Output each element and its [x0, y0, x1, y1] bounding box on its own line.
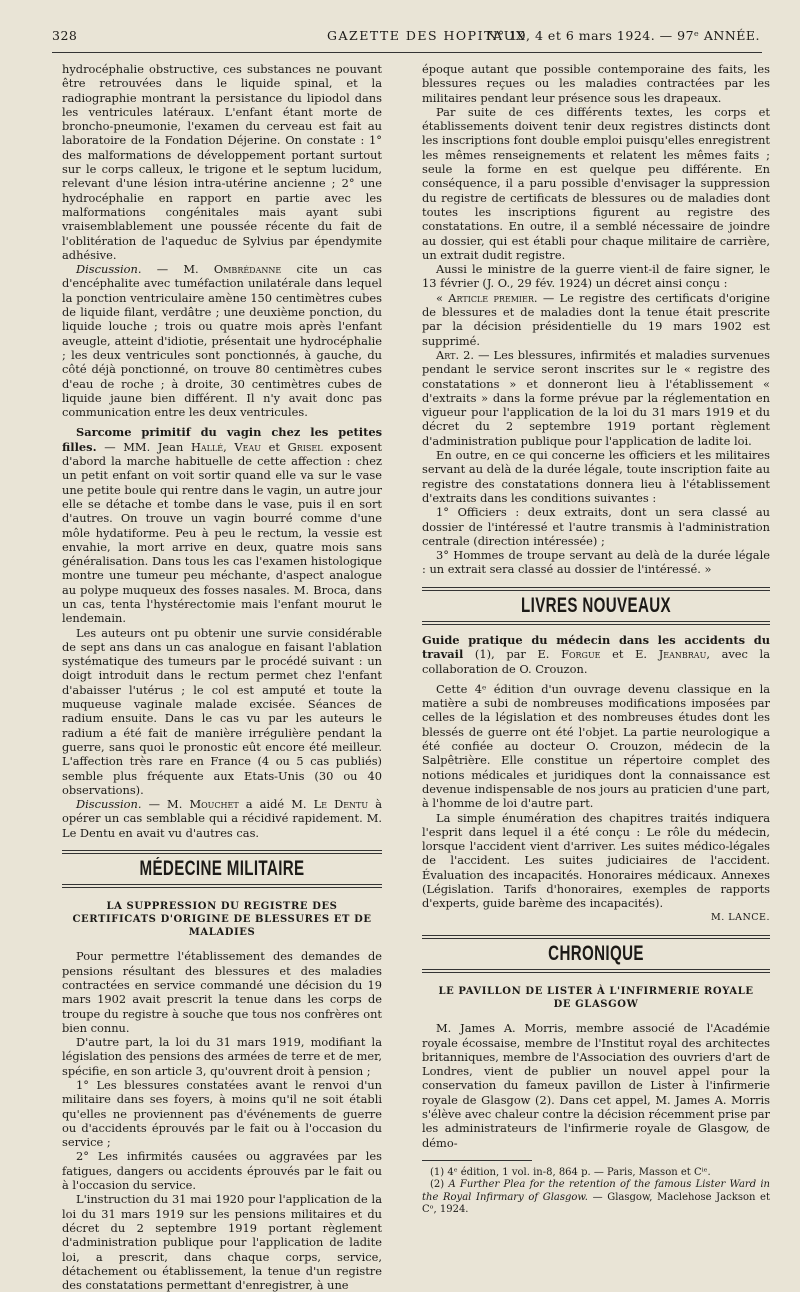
discussion-label: Discussion. — [76, 797, 142, 812]
text-span: cite un cas d'encéphalite avec tuméfaction unilatérale dans lequel la ponction ventriculaire amène 150 centimètres cubes de liquide filant, verdâtre ; une deuxième ponction, du liquide louche ; trois ou quatre mois après l'enfant aveugle, atteint d'idiotie, présentait une hydrocéphalie ; les deux ventricules sont ponctionnés, à gauche, du côté déjà ponctionné, on trouve 80 centimètres cubes d'eau de roche ; à droite, 30 centimètres cubes de liquide jaune bien différent. Il n'y avait donc pas communication entre les deux ventricules. — [62, 262, 382, 420]
paragraph: M. James A. Morris, membre associé de l'Académie royale écossaise, membre de l'Institut royal des architectes britanniques, membre de l'Association des ouvriers d'art de Londres, vient de publier un nouvel appel pour la conservation du fameux pavillon de Lister à l'infirmerie royale de Glasgow (2). Dans cet appel, M. James A. Morris s'élève avec chaleur contre la décision récemment prise par les administrateurs de l'infirmerie royale de Glasgow, de démo- — [422, 1021, 770, 1150]
text-span: a aidé M. — [238, 797, 314, 812]
paragraph: Les auteurs ont pu obtenir une survie considérable de sept ans dans un cas analogue en faisant l'ablation systématique des tumeurs par le procédé suivant : un doigt introduit dans le rectum permet chez l'enfant d'abaisser l'utérus ; le col est amputé et toute la muqueuse vaginale malade excisée. Séances de radium ensuite. Dans le cas vu par les auteurs le radium a été fait de manière irrégulière pendant la guerre, sans quoi le pronostic eût encore été meilleur. L'affection très rare en France (4 ou 5 cas publiés) semble plus fréquente aux Etats-Unis (30 ou 40 observations). — [62, 625, 382, 797]
review-signature: M. LANCE. — [711, 911, 770, 923]
paragraph: Par suite de ces différents textes, les corps et établissements doivent tenir deux registres distincts dont les inscriptions font double emploi puisqu'elles enregistrent les mêmes renseignements et relatent les mêmes faits ; seule la forme en est quelque peu différente. En conséquence, il a paru possible d'envisager la suppression du registre de certificats de blessures ou de maladies dont toutes les inscriptions figurent au registre des constatations. En outre, il a semblé nécessaire de joindre au dossier, qui est établi pour chaque militaire de carrière, un extrait dudit registre. — [422, 104, 770, 262]
double-rule — [62, 884, 382, 888]
author-name: Veau — [234, 439, 261, 454]
text-span: — M. — [141, 797, 190, 812]
paragraph: Aussi le ministre de la guerre vient-il de faire signer, le 13 février (J. O., 29 fév. 1924) un décret ainsi conçu : — [422, 262, 770, 291]
section-header-books — [422, 587, 770, 625]
paragraph: Pour permettre l'établissement des demandes de pensions résultant des blessures et des maladies contractées en service commandé une décision du 19 mars 1902 avait prescrit la tenue dans les corps de troupe du registre à souche que tous nos confrères ont bien connu. — [62, 949, 382, 1035]
article-subtitle: LE PAVILLON DE LISTER À L'INFIRMERIE ROYALE DE GLASGOW — [438, 986, 754, 1011]
footnote-title: A Further Plea for the retention of the famous Lister Ward in the Royal Infirmary of Glasgow. — [422, 1179, 770, 1203]
book-entry — [422, 633, 770, 676]
text-span: et — [261, 439, 288, 454]
article-subtitle: LA SUPPRESSION DU REGISTRE DES CERTIFICATS D'ORIGINE DE BLESSURES ET DE MALADIES — [72, 901, 372, 939]
footnote — [422, 1179, 770, 1217]
paragraph: 2° Les infirmités causées ou aggravées par les fatigues, dangers ou accidents éprouvés par le fait ou à l'occasion du service. — [62, 1149, 382, 1193]
section-title: CHRONIQUE — [548, 941, 644, 965]
paragraph: Cette 4ᵉ édition d'un ouvrage devenu classique en la matière a subi de nombreuses modifications imposées par celles de la législation et des nombreuses études dont les blessés de guerre ont été l'objet. La partie neurologique a été confiée au docteur O. Crouzon, médecin de la Salpêtrière. Elle constitue un répertoire complet des notions médicales et juridiques dont la connaissance est devenue indispensable de nos jours au praticien d'une part, à l'homme de loi d'autre part. — [422, 681, 770, 811]
article-label: « Article premier. — [436, 290, 538, 305]
paragraph: D'autre part, la loi du 31 mars 1919, modifiant la législation des pensions des armées de terre et de mer, spécifie, en son article 3, qu'ouvrent droit à pension ; — [62, 1035, 382, 1078]
discussion-label: Discussion. — [76, 262, 142, 277]
right-column — [422, 62, 770, 1217]
article-paragraph — [62, 425, 382, 625]
text-span: — Glasgow, Maclehose Jackson et Cᵒ, 1924. — [422, 1191, 770, 1216]
section-title: MÉDECINE MILITAIRE — [139, 857, 305, 881]
running-header — [52, 28, 760, 50]
article-heading: Sarcome primitif du vagin chez les petites filles. — [62, 425, 382, 454]
decree-article — [422, 348, 770, 448]
text-span: par E. — [494, 647, 562, 662]
paragraph: La simple énumération des chapitres traités indiquera l'esprit dans lequel il a été conçu : Le rôle du médecin, lorsque l'accident vient d'arriver. Les suites médico-légales de l'accident. Les suites judiciaires de l'accident. Évaluation des incapacités. Honoraires médicaux. Annexes (Législation. Tarifs d'honoraires, exemples de rapports d'experts, guide barème des incapacités). — [422, 810, 770, 911]
text-span: et E. — [600, 647, 659, 662]
paragraph: 1° Les blessures constatées avant le renvoi d'un militaire dans ses foyers, à moins qu'il ne soit établi qu'elles ne proviennent pas d'événements de guerre ou d'accidents éprouvés par le fait ou à l'occasion du service ; — [62, 1078, 382, 1150]
book-title: Guide pratique du médecin dans les accidents du travail — [422, 632, 770, 662]
paragraph: 3° Hommes de troupe servant au delà de la durée légale : un extrait sera classé au dossier de l'intéressé. » — [422, 548, 770, 577]
double-rule — [422, 621, 770, 625]
author-name: Hallé — [190, 439, 224, 454]
author-name: Forgue — [561, 647, 601, 662]
footnote: (1) 4ᵉ édition, 1 vol. in-8, 864 p. — Paris, Masson et Cⁱᵉ. — [430, 1166, 711, 1178]
section-title: LIVRES NOUVEAUX — [521, 593, 671, 617]
double-rule — [422, 969, 770, 973]
footnote-rule — [422, 1160, 532, 1161]
text-span: , — [223, 439, 235, 454]
double-rule — [422, 935, 770, 939]
text-span: (2) — [430, 1179, 449, 1191]
article-label: Art. 2. — [436, 347, 475, 362]
author-name: Le Dentu — [313, 797, 369, 812]
page-number: 328 — [52, 28, 78, 43]
paragraph: hydrocéphalie obstructive, ces substances ne pouvant être retrouvées dans le liquide spinal, et la radiographie montrant la persistance du lipiodol dans les ventricules latéraux. L'enfant étant morte de broncho-pneumonie, l'examen du cerveau est fait au laboratoire de la Fondation Déjerine. On constate : 1° des malformations de développement portant surtout sur le corps calleux, le trigone et le septum lucidum, relevant d'une lésion intra-utérine ancienne ; 2° une hydrocéphalie en rapport en partie avec les malformations congénitales mais ayant subi vraisemblablement une poussée récente du fait de l'oblitération de l'aqueduc de Sylvius par épendymite adhésive. — [62, 62, 382, 262]
paragraph: L'instruction du 31 mai 1920 pour l'application de la loi du 31 mars 1919 sur les pensions militaires et du décret du 2 septembre 1919 portant règlement d'administration publique pour l'application de ladite loi, a prescrit, dans chaque corps, service, détachement ou établissement, la tenue d'un registre des constatations permettant d'enregistrer, à une — [62, 1192, 382, 1292]
paragraph: 1° Officiers : deux extraits, dont un sera classé au dossier de l'intéressé et l'autre transmis à l'administration centrale (direction intéressée) ; — [422, 505, 770, 548]
double-rule — [62, 850, 382, 854]
author-name: Grisel — [287, 439, 323, 454]
text-span: — Les blessures, infirmités et maladies survenues pendant le service seront inscrites sur le « registre des constatations » et donneront lieu à l'établissement « d'extraits » dans la forme prévue par la réglementation en vigueur pour l'application de la loi du 31 mars 1919 et du décret du 2 septembre 1919 portant règlement d'administration publique pour l'application de ladite loi. — [422, 347, 770, 448]
text-span: à opérer un cas semblable qui a récidivé rapidement. M. Le Dentu en avait vu d'autres cas. — [62, 797, 383, 840]
journal-title: GAZETTE DES HOPITAUX — [327, 28, 527, 43]
paragraph: époque autant que possible contemporaine des faits, les blessures reçues ou les maladies contractées par les militaires pendant leur présence sous les drapeaux. — [422, 62, 770, 105]
footnote-ref: (1), — [463, 647, 495, 662]
text-span: , avec la collaboration de O. Crouzon. — [422, 647, 770, 676]
author-name: Jeanbrau — [658, 647, 707, 662]
header-rule — [52, 52, 762, 53]
author-name: Ombrédanne — [213, 262, 282, 277]
text-span: — M. — [141, 262, 214, 277]
author-name: Mouchet — [189, 797, 239, 812]
section-header-chronicle — [422, 935, 770, 973]
discussion-paragraph — [62, 797, 382, 840]
double-rule — [422, 587, 770, 591]
discussion-paragraph — [62, 262, 382, 419]
text-span: — MM. Jean — [96, 439, 191, 454]
section-header-military — [62, 850, 382, 888]
footnotes — [422, 1160, 770, 1217]
paragraph: En outre, en ce qui concerne les officiers et les militaires servant au delà de la durée légale, toute inscription faite au registre des constatations donnera lieu à l'établissement d'extraits dans les conditions suivantes : — [422, 448, 770, 505]
text-span: exposent d'abord la marche habituelle de cette affection : chez un petit enfant on voit sortir quand elle va sur le vase une petite boule qui rentre dans le vagin, un autre jour elle se détache et tombe dans le vase, puis il en sort d'autres. On trouve un vagin bourré comme d'une môle hydatiforme. Peu à peu le rectum, la vessie est envahie, la mort arrive en deux, quatre mois sans généralisation. Dans tous les cas l'examen histologique montre une tumeur peu méchante, d'aspect analogue au polype muqueux des fosses nasales. M. Broca, dans un cas, tenta l'hystérectomie mais l'enfant mourut le lendemain. — [62, 439, 383, 626]
decree-article — [422, 291, 770, 348]
left-column — [62, 62, 382, 1292]
text-span: — Le registre des certificats d'origine de blessures et de maladies dont la tenue était prescrite par la décision présidentielle du 19 mars 1902 est supprimé. — [422, 290, 770, 348]
issue-info: N° 19, 4 et 6 mars 1924. — 97ᵉ ANNÉE. — [486, 28, 760, 43]
